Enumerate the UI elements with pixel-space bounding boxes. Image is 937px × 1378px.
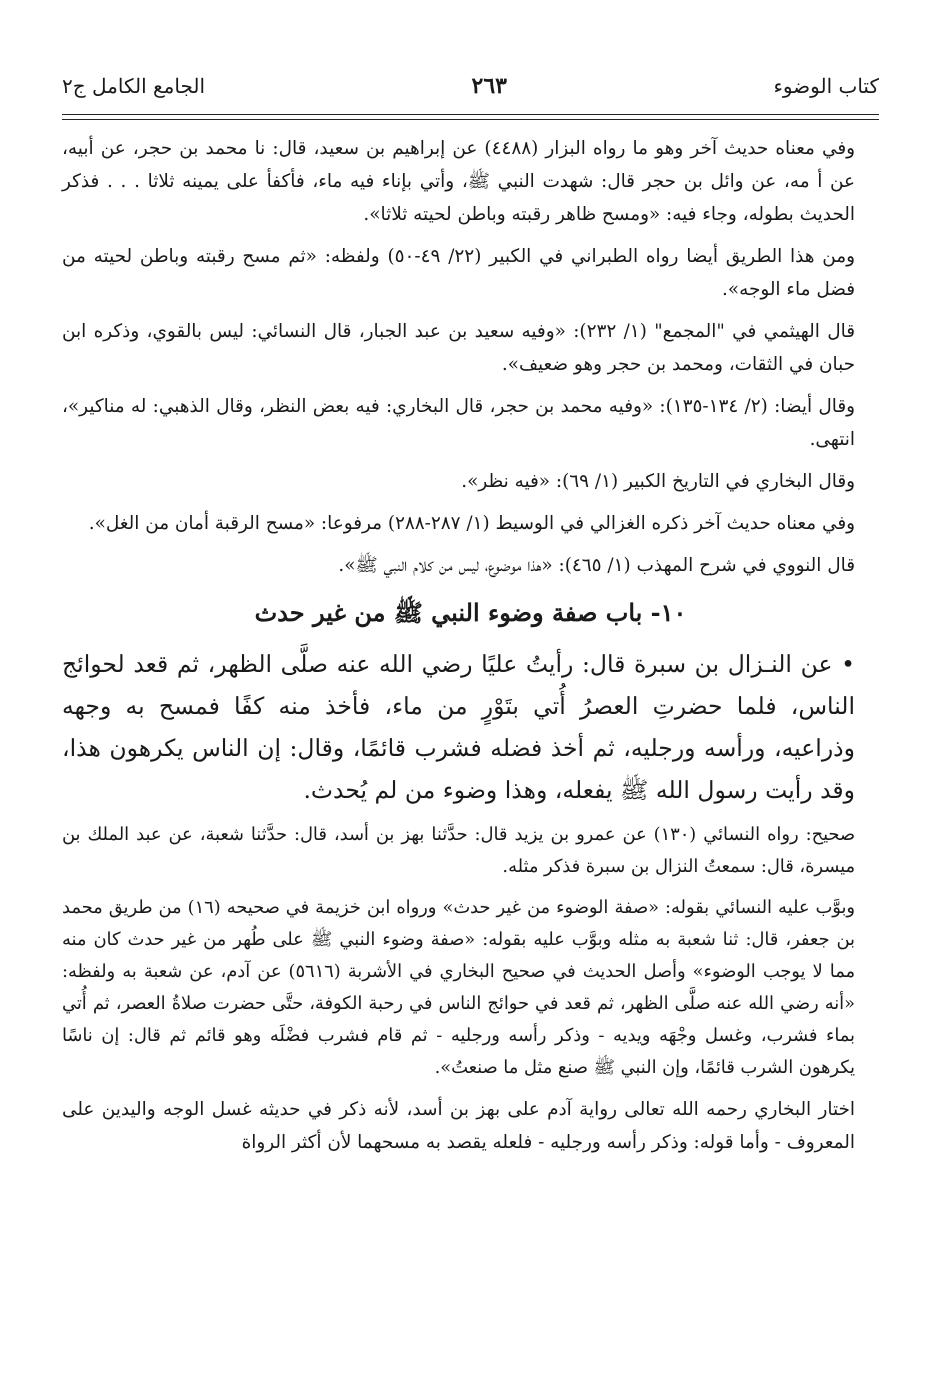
page-number: ٢٦٣ (471, 73, 507, 99)
page-body (62, 132, 879, 1168)
takhrij-paragraph: وبوَّب عليه النسائي بقوله: «صفة الوضوء من غير حدث» ورواه ابن خزيمة في صحيحه (١٦) من طريق محمد بن جعفر، قال: ثنا شعبة به مثله وبوَّب عليه بقوله: «صفة وضوء النبي ﷺ على طُهر من غير حدث كان منه مما لا يوجب الوضوء» وأصل الحديث في صحيح البخاري في الأشربة (٥٦١٦) عن آدم، عن شعبة به ولفظه: «أنه رضي الله عنه صلَّى الظهر، ثم قعد في حوائج الناس في رحبة الكوفة، حتَّى حضرت صلاةُ العصر، ثم أُتي بماء فشرب، وغسل وجْهَه ويديه - وذكر رأسه ورجليه - ثم قام فشرب فضْلَه وهو قائم ثم قال: إن ناسًا يكرهون الشرب قائمًا، وإن النبي ﷺ صنع مثل ما صنعتُ». (62, 897, 855, 1078)
takhrij-paragraph: صحيح: رواه النسائي (١٣٠) عن عمرو بن يزيد قال: حدَّثنا بهز بن أسد، قال: حدَّثنا شعبة، عن عبد الملك بن ميسرة، قال: سمعتُ النزال بن سبرة فذكر مثله. (62, 824, 856, 877)
running-title-left: الجامع الكامل ج٢ (62, 74, 206, 98)
hadith-text: • عن النـزال بن سبرة قال: رأيتُ عليًا رضي الله عنه صلَّى الظهر، ثم قعد لحوائج الناس، فلما حضرتِ العصرُ أُتي بتَوْرٍ من ماء، فأخذ منه كفًا فمسح به وجهه وذراعيه، ورأسه ورجليه، ثم أخذ فضله فشرب قائمًا، وقال: إن الناس يكرهون هذا، وقد رأيت رسول الله ﷺ يفعله، وهذا وضوء من لم يُحدث. (62, 650, 855, 804)
paragraph: قال النووي في شرح المهذب (١/ ٤٦٥): «هذا موضوع، ليس من كلام النبي ﷺ». (338, 555, 855, 576)
takhrij-paragraph: اختار البخاري رحمه الله تعالى رواية آدم على بهز بن أسد، لأنه ذكر في حديثه غسل الوجه واليدين على المعروف - وأما قوله: وذكر رأسه ورجليه - فلعله يقصد به مسحهما لأن أكثر الرواة (62, 1099, 855, 1153)
paragraph: وقال البخاري في التاريخ الكبير (١/ ٦٩): «فيه نظر». (461, 471, 855, 492)
page-header (62, 66, 879, 106)
paragraph: وفي معناه حديث آخر ذكره الغزالي في الوسيط (١/ ٢٨٧-٢٨٨) مرفوعا: «مسح الرقبة أمان من الغل». (88, 513, 855, 534)
paragraph: وقال أيضا: (٢/ ١٣٤-١٣٥): «وفيه محمد بن حجر، قال البخاري: فيه بعض النظر، وقال الذهبي: له مناكير»، انتهى. (62, 396, 856, 450)
header-rule (62, 114, 879, 115)
paragraph: ومن هذا الطريق أيضا رواه الطبراني في الكبير (٢٢/ ٤٩-٥٠) ولفظه: «ثم مسح رقبته وباطن لحيته من فضل ماء الوجه». (62, 246, 855, 300)
running-title-right: كتاب الوضوء (773, 74, 879, 98)
section-heading: ١٠- باب صفة وضوء النبي ﷺ من غير حدث (254, 598, 687, 627)
paragraph: وفي معناه حديث آخر وهو ما رواه البزار (٤٤٨٨) عن إبراهيم بن سعيد، قال: نا محمد بن حجر، عن أبيه، عن أ مه، عن وائل بن حجر قال: شهدت النبي ﷺ، وأتي بإناء فيه ماء، فأكفأ على يمينه ثلاثا . . . فذكر الحديث بطوله، وجاء فيه: «ومسح ظاهر رقبته وباطن لحيته ثلاثا». (62, 138, 856, 225)
paragraph: قال الهيثمي في "المجمع" (١/ ٢٣٢): «وفيه سعيد بن عبد الجبار، قال النسائي: ليس بالقوي، وذكره ابن حبان في الثقات، ومحمد بن حجر وهو ضعيف». (62, 321, 855, 375)
header-rule-secondary (62, 119, 879, 120)
